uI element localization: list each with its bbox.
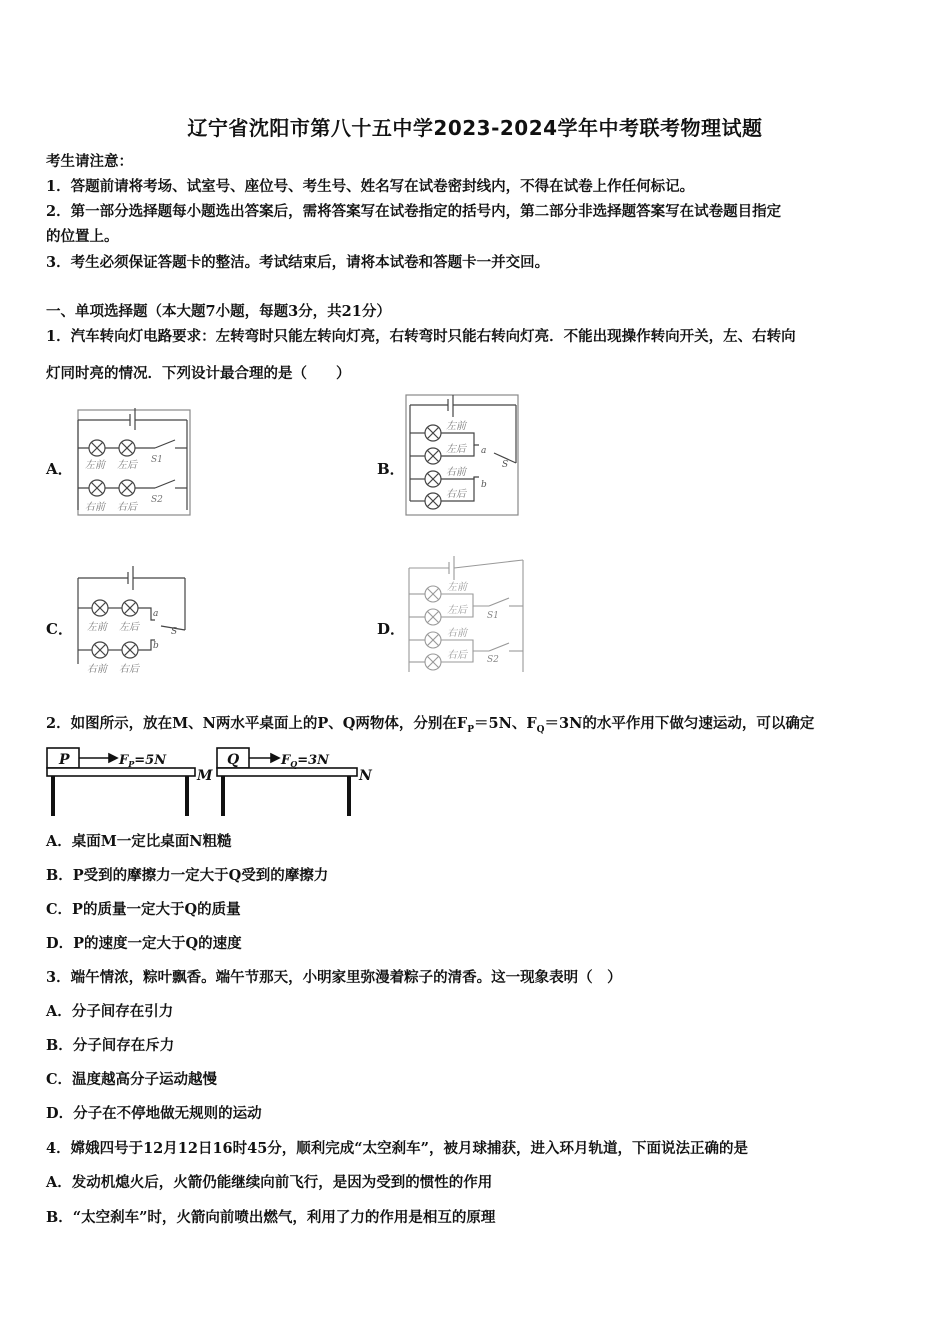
force-p-subscript: P (128, 759, 135, 769)
switch-label: S1 (151, 455, 163, 465)
question-1-line-2: 灯同时亮的情况．下列设计最合理的是（ ） (46, 365, 351, 382)
q2-option-d[interactable]: D．P的速度一定大于Q的速度 (46, 935, 242, 952)
q3-option-b[interactable]: B．分子间存在斥力 (46, 1037, 175, 1054)
question-4-stem: 4．嫦娥四号于12月12日16时45分，顺利完成“太空刹车”，被月球捕获，进入环月轨道，下面说法正确的是 (46, 1140, 748, 1157)
lamp-label: 左后 (446, 444, 466, 455)
circuit-diagram-b (404, 393, 522, 521)
option-b-label[interactable]: B． (377, 460, 405, 478)
svg-text:FQ=3N (280, 753, 330, 769)
lamp-label: 右前 (85, 502, 105, 513)
option-c-label[interactable]: C． (46, 620, 73, 638)
option-d-label[interactable]: D． (377, 620, 406, 638)
svg-text:FP=5N (118, 753, 167, 769)
lamp-label: 左前 (85, 460, 105, 471)
question-2-stem: 2．如图所示，放在M、N两水平桌面上的P、Q两物体，分别在$F_P=5N$、$F_Q=3N$的水平作用下做匀速运动，可以确定 (46, 715, 815, 735)
q2-option-c[interactable]: C．P的质量一定大于Q的质量 (46, 901, 241, 918)
lamp-label: 左前 (446, 421, 466, 432)
lamp-label: 左前 (87, 622, 107, 633)
switch-label: b (481, 480, 487, 490)
lamp-label: 左后 (119, 622, 139, 633)
notice-item: 3．考生必须保证答题卡的整洁。考试结束后，请将本试卷和答题卡一并交回。 (46, 254, 550, 271)
force-q-subscript: Q (290, 759, 298, 769)
lamp-label: 右后 (117, 502, 137, 513)
lamp-label: 右前 (87, 664, 107, 675)
notice-item: 的位置上。 (46, 228, 119, 245)
lamp-label: 右后 (446, 489, 466, 500)
question-1-line-1: 1．汽车转向灯电路要求：左转弯时只能左转向灯亮，右转弯时只能右转向灯亮．不能出现操作转向开关，左、右转向 (46, 328, 796, 345)
block-p: P (59, 752, 70, 768)
tables-figure (45, 746, 375, 824)
switch-label: b (153, 641, 159, 651)
block-q: Q (227, 752, 240, 768)
switch-label: a (153, 609, 159, 619)
lamp-label: 左后 (117, 460, 137, 471)
lamp-label: 左前 (447, 582, 467, 593)
q3-option-c[interactable]: C．温度越高分子运动越慢 (46, 1071, 218, 1088)
switch-label: S1 (487, 611, 499, 621)
notice-heading: 考生请注意： (46, 153, 133, 170)
switch-label: S2 (151, 495, 163, 505)
force-q-value: =3N (297, 753, 330, 768)
q4-option-b[interactable]: B．“太空刹车”时，火箭向前喷出燃气，利用了力的作用是相互的原理 (46, 1209, 496, 1226)
circuit-diagram-a (75, 400, 193, 522)
table-m: M (197, 768, 213, 784)
switch-label: S (171, 627, 178, 637)
option-a-label[interactable]: A． (46, 460, 73, 478)
q2-option-b[interactable]: B．P受到的摩擦力一定大于Q受到的摩擦力 (46, 867, 329, 884)
force-p-value: =5N (134, 753, 167, 768)
switch-label: S (502, 460, 509, 470)
question-3-stem: 3．端午情浓，粽叶飘香。端午节那天，小明家里弥漫着粽子的清香。这一现象表明（ ） (46, 969, 622, 986)
q4-option-a[interactable]: A．发动机熄火后，火箭仍能继续向前飞行，是因为受到的惯性的作用 (46, 1174, 493, 1191)
notice-item: 1．答题前请将考场、试室号、座位号、考生号、姓名写在试卷密封线内，不得在试卷上作任何标记。 (46, 178, 695, 195)
force-q-symbol: F (281, 753, 291, 768)
q2-option-a[interactable]: A．桌面M一定比桌面N粗糙 (46, 833, 232, 850)
lamp-label: 右后 (447, 650, 467, 661)
switch-label: S2 (487, 655, 499, 665)
q3-option-d[interactable]: D．分子在不停地做无规则的运动 (46, 1105, 262, 1122)
q3-option-a[interactable]: A．分子间存在引力 (46, 1003, 174, 1020)
notice-item: 2．第一部分选择题每小题选出答案后，需将答案写在试卷指定的括号内，第二部分非选择题答案写在试卷题目指定 (46, 203, 782, 220)
switch-label: a (481, 446, 487, 456)
circuit-diagram-d (405, 554, 529, 682)
lamp-label: 右前 (447, 628, 467, 639)
section-heading: 一、单项选择题（本大题7小题，每题3分，共21分） (46, 303, 391, 320)
page-title: 辽宁省沈阳市第八十五中学2023-2024学年中考联考物理试题 (187, 116, 763, 140)
table-n: N (359, 768, 372, 784)
lamp-label: 左后 (447, 605, 467, 616)
circuit-diagram-c (73, 564, 191, 686)
lamp-label: 右后 (119, 664, 139, 675)
force-p-symbol: F (119, 753, 129, 768)
lamp-label: 右前 (446, 467, 466, 478)
